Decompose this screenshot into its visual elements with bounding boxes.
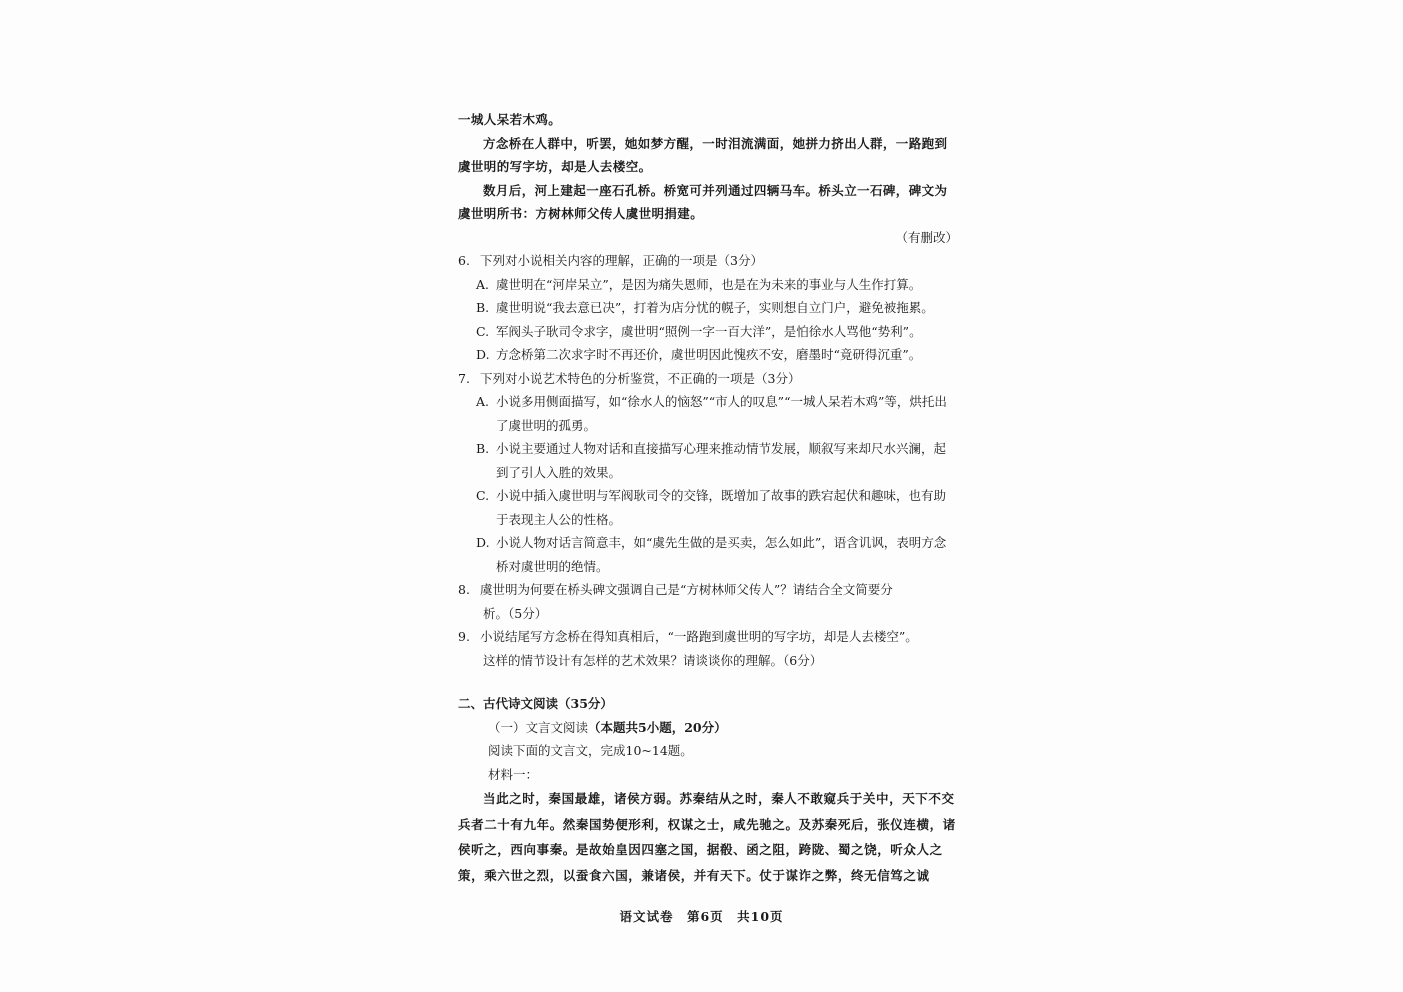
- question-stem: 下列对小说相关内容的理解，正确的一项是（3分）: [480, 253, 763, 268]
- option-b: [458, 437, 958, 484]
- story-paragraph: 数月后，河上建起一座石孔桥。桥宽可并列通过四辆马车。桥头立一石碑，碑文为虞世明所书：方树林师父传人虞世明捐建。: [458, 182, 948, 221]
- option-label: B.: [476, 441, 490, 456]
- option-label: C.: [476, 323, 490, 339]
- question-stem-continued: 析。（5分）: [483, 605, 548, 621]
- question-8: [458, 578, 958, 625]
- option-c: [458, 320, 958, 344]
- question-number: 7.: [458, 370, 470, 386]
- option-text: 方念桥第二次求字时不再还价，虞世明因此愧疚不安，磨墨时“竟研得沉重”。: [496, 347, 922, 362]
- material-label: 材料一：: [488, 766, 539, 782]
- option-b: [458, 296, 958, 320]
- section-heading: 二、古代诗文阅读（35分）: [458, 696, 613, 711]
- option-label: D.: [476, 347, 490, 362]
- story-paragraph: 方念桥在人群中，听罢，她如梦方醒，一时泪流满面，她拼力挤出人群，一路跑到虞世明的写字坊，却是人去楼空。: [458, 135, 948, 174]
- classical-passage: 当此之时，秦国最雄，诸侯方弱。苏秦结从之时，秦人不敢窥兵于关中，天下不交兵者二十有九年。然秦国势便形利，权谋之士，咸先驰之。及苏秦死后，张仪连横，诸侯听之，西向事秦。是故始皇因四塞之国，据殽、函之阻，跨陇、蜀之饶，听众人之策，乘六世之烈，以蚕食六国，兼诸侯，并有天下。仗于谋诈之弊，终无信笃之诚: [458, 791, 956, 883]
- option-label: D.: [476, 535, 490, 550]
- question-number: 8.: [458, 582, 470, 597]
- option-text: 小说人物对话言简意丰，如“虞先生做的是买卖，怎么如此”，语含讥讽，表明方念桥对虞世明的绝情。: [496, 535, 947, 574]
- question-6: [458, 249, 958, 367]
- option-a: [458, 273, 958, 297]
- question-7: [458, 367, 958, 579]
- option-label: C.: [476, 488, 490, 503]
- reading-instruction: 阅读下面的文言文，完成10~14题。: [488, 743, 693, 758]
- option-label: A.: [476, 394, 490, 409]
- option-d: [458, 343, 958, 367]
- subsection-note: （本题共5小题，20分）: [588, 719, 727, 735]
- option-label: A.: [476, 276, 490, 292]
- option-text: 虞世明说“我去意已决”，打着为店分忧的幌子，实则想自立门户，避免被拖累。: [496, 300, 934, 315]
- story-paragraph: 一城人呆若木鸡。: [458, 112, 562, 127]
- page-content: [458, 108, 958, 888]
- option-d: [458, 531, 958, 578]
- question-stem: 小说结尾写方念桥在得知真相后，“一路跑到虞世明的写字坊，却是人去楼空”。: [480, 629, 918, 644]
- option-text: 军阀头子耿司令求字，虞世明“照例一字一百大洋”，是怕徐水人骂他“势利”。: [496, 323, 922, 339]
- question-stem-continued: 这样的情节设计有怎样的艺术效果？请谈谈你的理解。（6分）: [483, 652, 823, 668]
- question-stem: 虞世明为何要在桥头碑文强调自己是“方树林师父传人”？请结合全文简要分: [480, 582, 893, 597]
- question-number: 6.: [458, 253, 470, 268]
- question-9: [458, 625, 958, 672]
- subsection-heading: [458, 716, 958, 740]
- edit-note: （有删改）: [895, 229, 958, 245]
- page-footer: 语文试卷 第6页 共10页: [619, 909, 784, 924]
- story-excerpt: [458, 108, 958, 226]
- option-text: 小说主要通过人物对话和直接描写心理来推动情节发展，顺叙写来却尺水兴澜，起到了引人入胜的效果。: [496, 441, 947, 480]
- question-stem: 下列对小说艺术特色的分析鉴赏，不正确的一项是（3分）: [480, 370, 801, 386]
- subsection-title: （一）文言文阅读: [488, 719, 589, 735]
- option-text: 虞世明在“河岸呆立”，是因为痛失恩师，也是在为未来的事业与人生作打算。: [496, 276, 922, 292]
- option-text: 小说中插入虞世明与军阀耿司令的交锋，既增加了故事的跌宕起伏和趣味，也有助于表现主人公的性格。: [496, 488, 947, 527]
- option-c: [458, 484, 958, 531]
- option-text: 小说多用侧面描写，如“徐水人的恼怒”“市人的叹息”“一城人呆若木鸡”等，烘托出了虞世明的孤勇。: [496, 394, 947, 433]
- question-number: 9.: [458, 629, 470, 644]
- option-a: [458, 390, 958, 437]
- option-label: B.: [476, 300, 490, 315]
